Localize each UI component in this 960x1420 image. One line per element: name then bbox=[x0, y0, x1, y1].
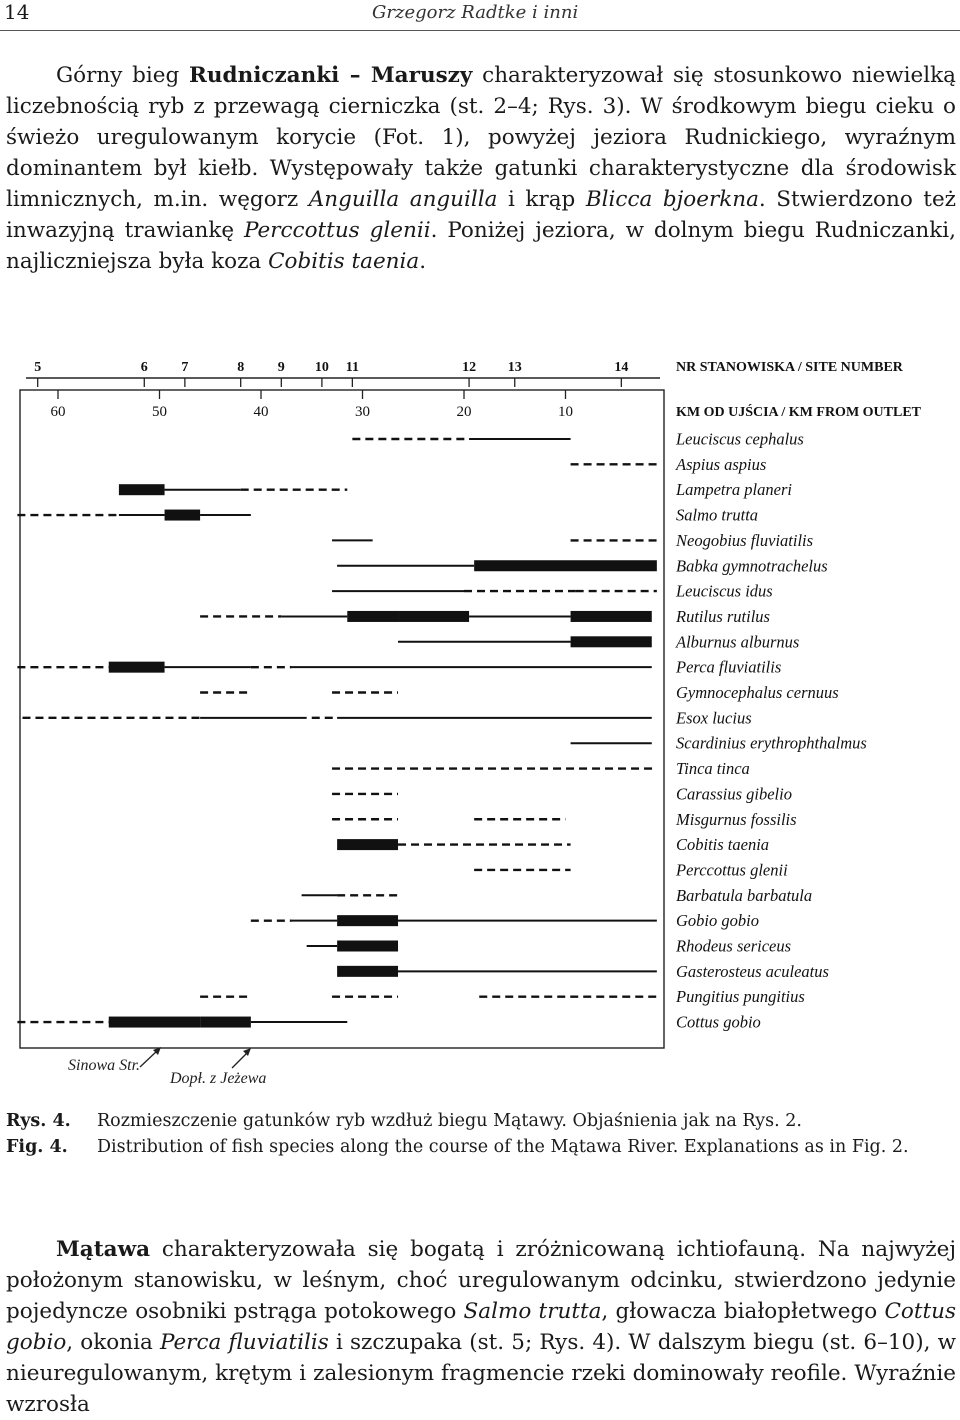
km-tick-label: 10 bbox=[558, 404, 573, 420]
species-label: Leuciscus cephalus bbox=[676, 429, 804, 449]
text-run: i szczupaka (st. 5; Rys. 4). W dalszym biegu (st. 6–10), w nieuregulowanym, krętym i zalesionym fragmencie rzeki dominowały reofile. Wyraźnie wzrosła bbox=[6, 1330, 957, 1417]
species-segments bbox=[17, 439, 656, 1028]
text-run: i krąp bbox=[497, 187, 586, 212]
species-italic: Anguilla anguilla bbox=[308, 187, 498, 212]
caption-english bbox=[6, 1134, 956, 1186]
text-run: . Poniżej jeziora, w dolnym biegu Rudniczanki, najliczniejsza była koza bbox=[6, 218, 956, 274]
site-number-axis bbox=[26, 360, 660, 387]
species-italic: Perca fluviatilis bbox=[159, 1330, 329, 1355]
species-label: Perccottus glenii bbox=[676, 860, 788, 880]
species-labels bbox=[675, 430, 867, 1032]
species-label: Leuciscus idus bbox=[676, 581, 773, 601]
tributary-label-jezewa: Dopł. z Jeżewa bbox=[170, 1070, 267, 1087]
species-label: Carassius gibelio bbox=[676, 784, 792, 804]
abundant-segment bbox=[337, 941, 398, 952]
site-number-label: 13 bbox=[507, 360, 522, 375]
abundant-segment bbox=[571, 636, 652, 647]
text-run: charakteryzowała się bogatą i zróżnicowaną ichtiofauną. Na najwyżej położonym stanowisku, w leśnym, choć uregulowanym odcinku, stwierdzono jedynie pojedyncze osobniki pstrąga potokowego bbox=[6, 1237, 956, 1324]
km-axis-title: KM OD UJŚCIA / KM FROM OUTLET bbox=[676, 405, 922, 420]
text-run: charakteryzował się stosunkowo niewielką liczebnością ryb z przewagą cierniczka (st. 2–4; Rys. 3). W środkowym biegu cieku o świeżo uregulowanym korycie (Fot. 1), powyżej jeziora Rudnickiego, wyraźnym dominantem był kiełb. Występowały także gatunki charakterystyczne dla środowisk limnicznych, m.in. węgorz bbox=[6, 63, 956, 212]
km-tick-label: 50 bbox=[152, 404, 167, 420]
species-label: Aspius aspius bbox=[676, 454, 767, 474]
caption-text: Distribution of fish species along the course of the Mątawa River. Explanations as in Fig. 2. bbox=[97, 1137, 909, 1157]
arrow-shaft-icon bbox=[232, 1052, 248, 1068]
site-axis-title: NR STANOWISKA / SITE NUMBER bbox=[676, 360, 903, 375]
text-run: , głowacza białopłetwego bbox=[601, 1299, 885, 1324]
species-italic: Salmo trutta bbox=[463, 1299, 602, 1324]
km-axis bbox=[51, 390, 574, 420]
species-label: Cobitis taenia bbox=[676, 835, 770, 855]
abundant-segment bbox=[337, 839, 398, 850]
species-label: Scardinius erythrophthalmus bbox=[676, 733, 867, 753]
km-tick-label: 60 bbox=[50, 404, 66, 420]
text-run: , okonia bbox=[66, 1330, 160, 1355]
paragraph-matawa bbox=[6, 1234, 956, 1420]
abundant-segment bbox=[165, 510, 201, 521]
species-label: Esox lucius bbox=[676, 708, 752, 728]
species-label: Barbatula barbatula bbox=[676, 885, 813, 905]
running-title: Grzegorz Radtke i inni bbox=[372, 2, 579, 23]
tributary-arrow-jezewa bbox=[169, 1048, 266, 1087]
species-label: Neogobius fluviatilis bbox=[676, 530, 814, 550]
species-label: Gymnocephalus cernuus bbox=[676, 683, 839, 702]
arrow-head-icon bbox=[243, 1048, 251, 1056]
caption-polish bbox=[6, 1108, 956, 1134]
page-header bbox=[0, 0, 960, 32]
site-number-label: 10 bbox=[314, 360, 329, 375]
species-label: Perca fluviatilis bbox=[676, 657, 782, 677]
abundant-segment bbox=[474, 560, 657, 571]
abundant-segment bbox=[347, 611, 398, 622]
species-label: Cottus gobio bbox=[676, 1012, 761, 1032]
fish-distribution-figure bbox=[0, 340, 960, 1100]
species-label: Gasterosteus aculeatus bbox=[676, 961, 829, 981]
species-italic: Cottus gobio bbox=[6, 1299, 956, 1355]
species-label: Tinca tinca bbox=[676, 759, 750, 779]
abundant-segment bbox=[571, 611, 652, 622]
site-number-label: 14 bbox=[614, 360, 629, 375]
site-number-label: 9 bbox=[277, 360, 285, 375]
text-run: . Stwierdzono też inwazyjną trawiankę bbox=[6, 187, 956, 243]
species-label: Alburnus alburnus bbox=[676, 632, 800, 652]
river-name-bold: Rudniczanki – Maruszy bbox=[189, 63, 473, 88]
km-tick-label: 40 bbox=[253, 404, 269, 420]
text-run: Górny bieg bbox=[56, 63, 190, 88]
site-number-label: 7 bbox=[181, 360, 189, 375]
abundant-segment bbox=[109, 1017, 200, 1028]
site-number-label: 5 bbox=[34, 360, 42, 375]
arrow-shaft-icon bbox=[140, 1050, 158, 1067]
site-number-label: 6 bbox=[140, 360, 148, 375]
site-number-label: 8 bbox=[237, 360, 245, 375]
species-label: Misgurnus fossilis bbox=[676, 809, 797, 829]
species-label: Gobio gobio bbox=[676, 911, 759, 931]
header-rule bbox=[0, 30, 960, 31]
caption-label: Fig. 4. bbox=[6, 1137, 68, 1157]
species-italic: Cobitis taenia bbox=[268, 249, 420, 274]
abundant-segment bbox=[119, 484, 165, 495]
species-label: Rutilus rutilus bbox=[676, 606, 770, 626]
paragraph-rudniczanka bbox=[6, 60, 956, 277]
abundant-segment bbox=[200, 1017, 251, 1028]
species-label: Pungitius pungitius bbox=[676, 987, 805, 1007]
species-label: Lampetra planeri bbox=[676, 480, 792, 500]
abundant-segment bbox=[337, 966, 398, 977]
abundant-segment bbox=[398, 611, 469, 622]
species-italic: Blicca bjoerkna bbox=[585, 187, 759, 212]
river-name-bold: Mątawa bbox=[56, 1237, 151, 1262]
site-number-label: 12 bbox=[462, 360, 477, 375]
km-tick-label: 30 bbox=[355, 404, 370, 420]
abundant-segment bbox=[337, 915, 398, 926]
tributary-label-sinowa: Sinowa Str. bbox=[68, 1057, 141, 1074]
species-italic: Perccottus glenii bbox=[244, 218, 431, 243]
page-number: 14 bbox=[4, 0, 30, 24]
km-tick-label: 20 bbox=[456, 404, 472, 420]
caption-label: Rys. 4. bbox=[6, 1111, 71, 1131]
abundant-segment bbox=[109, 662, 165, 673]
species-label: Rhodeus sericeus bbox=[676, 936, 792, 956]
species-label: Salmo trutta bbox=[676, 505, 759, 525]
site-number-label: 11 bbox=[345, 360, 359, 375]
caption-text: Rozmieszczenie gatunków ryb wzdłuż biegu Mątawy. Objaśnienia jak na Rys. 2. bbox=[97, 1111, 802, 1131]
text-run: . bbox=[419, 249, 427, 274]
tributary-arrow-sinowa bbox=[68, 1047, 161, 1074]
species-label: Babka gymnotrachelus bbox=[676, 556, 828, 576]
